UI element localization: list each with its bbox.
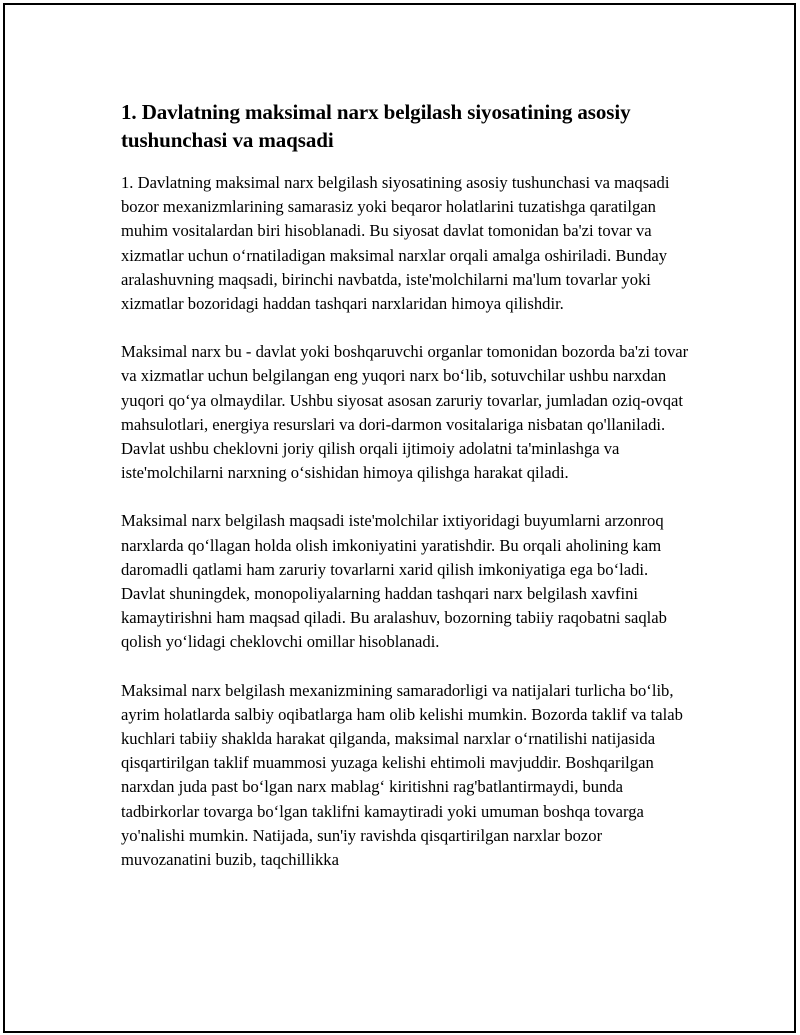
paragraph-3: Maksimal narx belgilash maqsadi iste'molchilar ixtiyoridagi buyumlarni arzonroq narxlarda qo‘llagan holda olish imkoniyatini yaratishdir. Bu orqali aholining kam daromadli qatlami ham zaruriy tovarlarni xarid qilish imkoniyatiga ega bo‘ladi. Davlat shuningdek, monopoliyalarning haddan tashqari narx belgilash xavfini kamaytirishni ham maqsad qiladi. Bu aralashuv, bozorning tabiiy raqobatni saqlab qolish yo‘lidagi cheklovchi omillar hisoblanadi. [121,511,667,652]
document-body [121,98,696,896]
paragraph-1: 1. Davlatning maksimal narx belgilash siyosatining asosiy tushunchasi va maqsadi bozor mexanizmlarining samarasiz yoki beqaror holatlarini tuzatishga qaratilgan muhim vositalardan biri hisoblanadi. Bu siyosat davlat tomonidan ba'zi tovar va xizmatlar uchun o‘rnatiladigan maksimal narxlar orqali amalga oshiriladi. Bunday aralashuvning maqsadi, birinchi navbatda, iste'molchilarni ma'lum tovarlar yoki xizmatlar bozoridagi haddan tashqari narxlaridan himoya qilishdir. [121,173,670,314]
paragraph-2: Maksimal narx bu - davlat yoki boshqaruvchi organlar tomonidan bozorda ba'zi tovar va xizmatlar uchun belgilangan eng yuqori narx bo‘lib, sotuvchilar ushbu narxdan yuqori qo‘ya olmaydilar. Ushbu siyosat asosan zaruriy tovarlar, jumladan oziq-ovqat mahsulotlari, energiya resurslari va dori-darmon vositalariga nisbatan qo'llaniladi. Davlat ushbu cheklovni joriy qilish orqali ijtimoiy adolatni ta'minlashga va iste'molchilarni narxning o‘sishidan himoya qilishga harakat qiladi. [121,342,689,483]
page-frame [3,3,796,1033]
paragraph-4: Maksimal narx belgilash mexanizmining samaradorligi va natijalari turlicha bo‘lib, ayrim holatlarda salbiy oqibatlarga ham olib kelishi mumkin. Bozorda taklif va talab kuchlari tabiiy shaklda harakat qilganda, maksimal narxlar o‘rnatilishi natijasida qisqartirilgan taklif muammosi yuzaga kelishi ehtimoli mavjuddir. Boshqarilgan narxdan juda past bo‘lgan narx mablag‘ kiritishni rag'batlantirmaydi, bunda tadbirkorlar tovarga bo‘lgan taklifni kamaytiradi yoki umuman boshqa tovarga yo'nalishi mumkin. Natijada, sun'iy ravishda qisqartirilgan narxlar bozor muvozanatini buzib, taqchillikka [121,680,683,870]
section-heading: 1. Davlatning maksimal narx belgilash siyosatining asosiy tushunchasi va maqsadi [121,100,631,152]
